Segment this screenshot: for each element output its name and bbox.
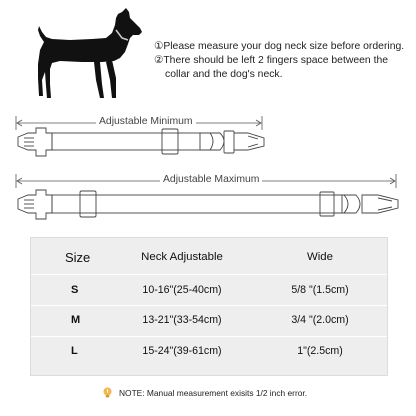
table-row — [39, 282, 379, 298]
adjustable-maximum-label: Adjustable Maximum — [160, 174, 262, 185]
table-row — [39, 343, 379, 359]
table-row — [39, 312, 379, 328]
dog-silhouette-icon — [30, 6, 146, 104]
row-divider — [31, 336, 387, 337]
measuring-instructions — [154, 40, 412, 82]
note-text: NOTE: Manual measurement exisits 1/2 inch error. — [119, 387, 308, 398]
wide-cell: 1"(2.5cm) — [297, 345, 343, 357]
lightbulb-icon — [102, 387, 113, 398]
max-collar-strap — [18, 190, 398, 219]
row-divider — [31, 305, 387, 306]
instruction-line-2: ②There should be left 2 fingers space between the — [154, 55, 389, 66]
instruction-line-3: collar and the dog's neck. — [165, 69, 283, 80]
neck-cell: 13-21"(33-54cm) — [142, 314, 222, 326]
row-divider — [31, 274, 387, 275]
header-neck-adjustable: Neck Adjustable — [141, 251, 223, 263]
size-cell: L — [71, 345, 78, 357]
table-header-row — [39, 248, 379, 266]
size-chart-table — [30, 237, 388, 376]
header-wide: Wide — [307, 251, 333, 263]
measurement-note — [102, 387, 307, 398]
header-size: Size — [65, 249, 91, 265]
wide-cell: 3/4 "(2.0cm) — [291, 314, 349, 326]
size-cell: M — [71, 314, 81, 326]
size-cell: S — [71, 284, 79, 296]
adjustable-minimum-label: Adjustable Minimum — [96, 116, 196, 127]
neck-cell: 10-16"(25-40cm) — [142, 284, 222, 296]
wide-cell: 5/8 "(1.5cm) — [291, 284, 349, 296]
instruction-line-1: ①Please measure your dog neck size before ordering. — [154, 41, 405, 52]
min-collar-strap — [18, 128, 264, 156]
neck-cell: 15-24"(39-61cm) — [142, 345, 222, 357]
